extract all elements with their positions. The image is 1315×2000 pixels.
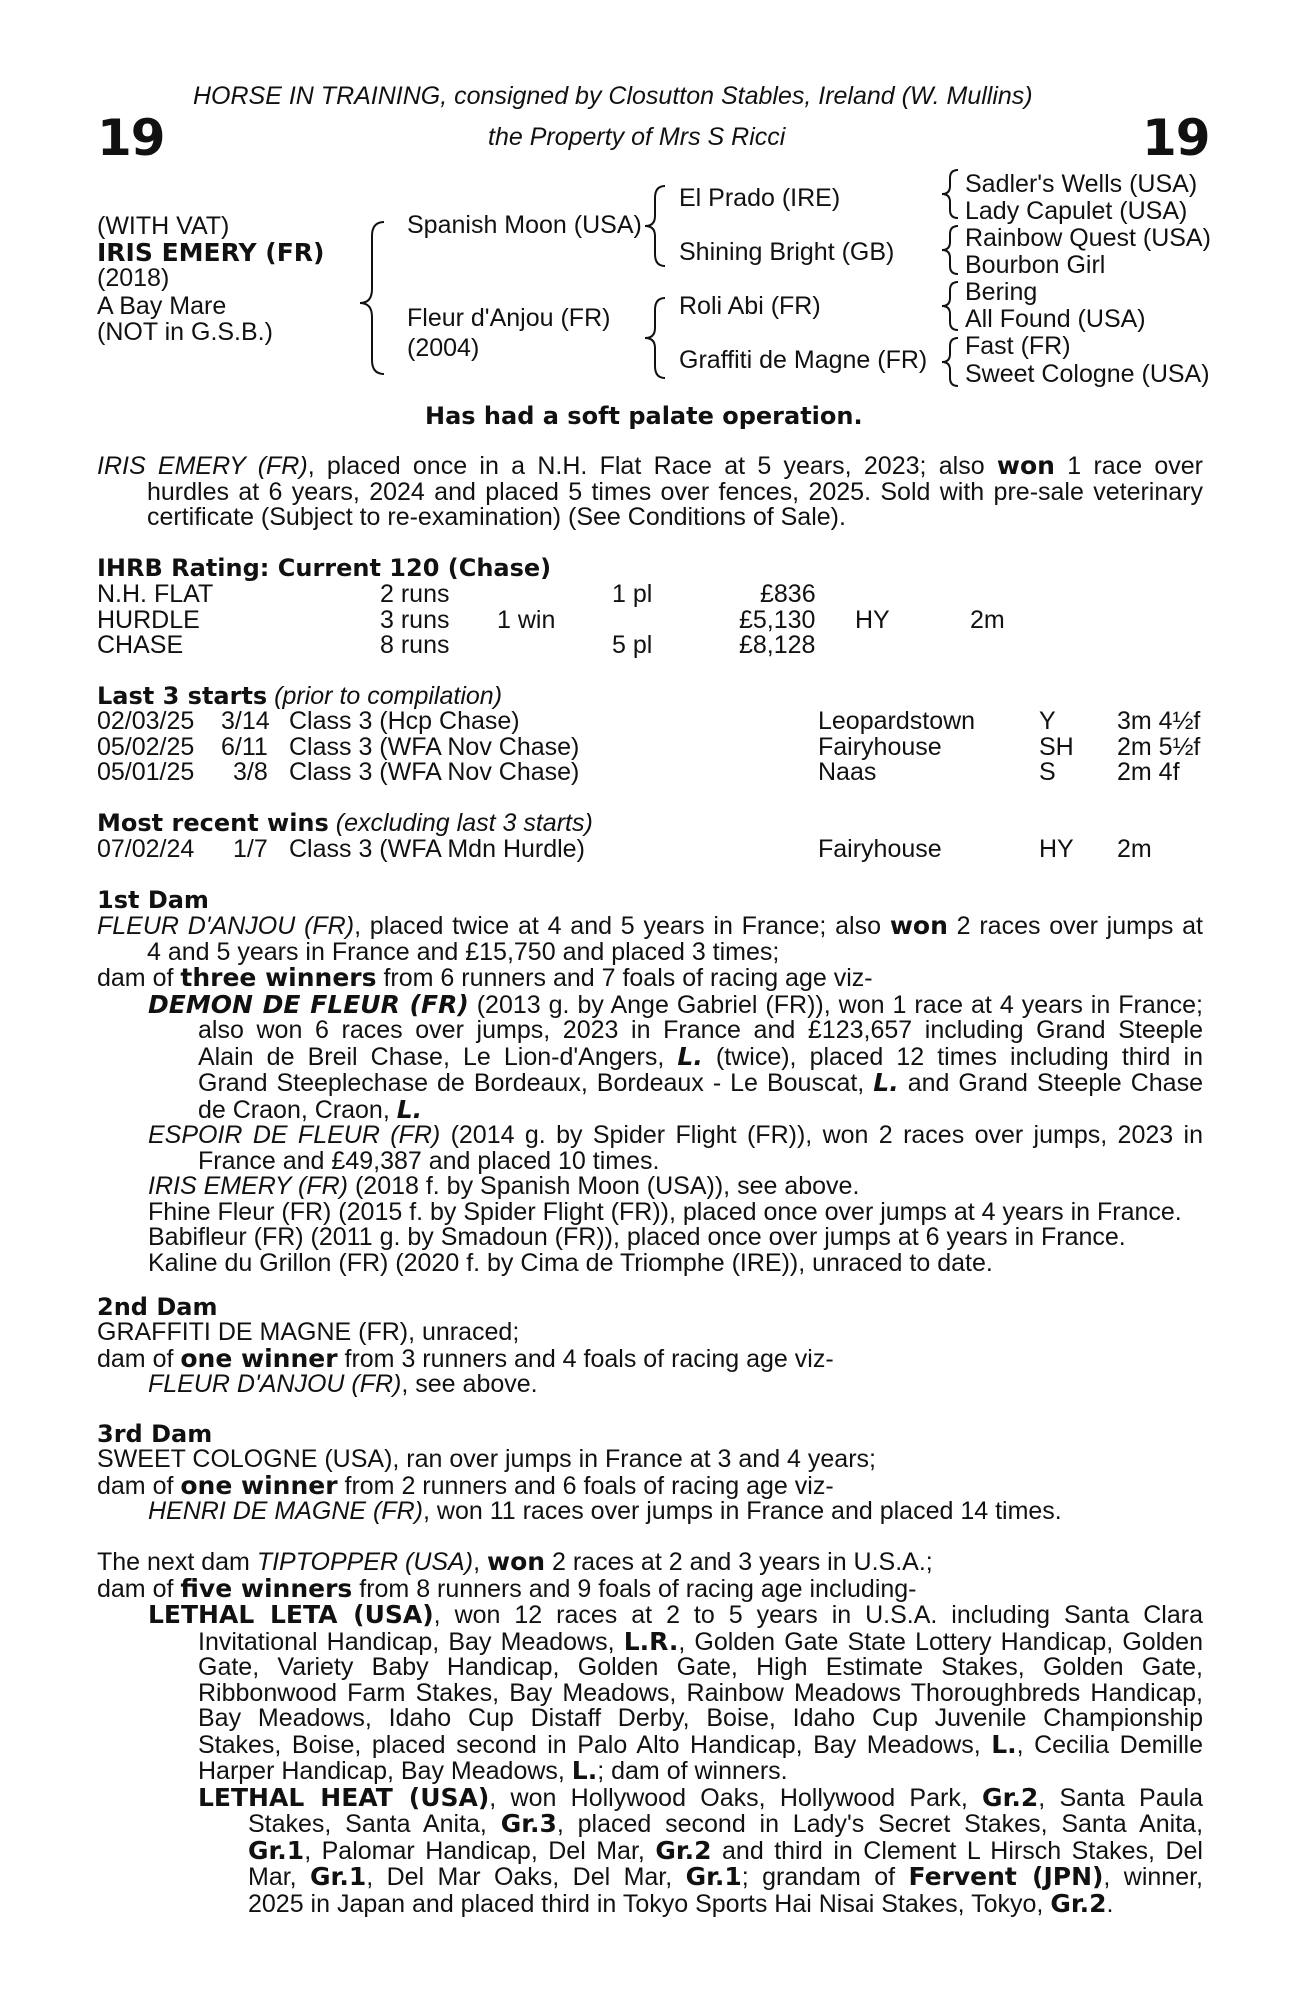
lot-number-left: 19	[97, 109, 165, 167]
dam-sire-dam: All Found (USA)	[965, 305, 1146, 333]
sire-sire-sire: Sadler's Wells (USA)	[965, 170, 1198, 198]
third-dam-heading: 3rd Dam	[97, 1420, 213, 1448]
dam-dam-dam: Sweet Cologne (USA)	[965, 360, 1210, 388]
horse-description: A Bay Mare	[97, 292, 227, 320]
list-item: ESPOIR DE FLEUR (FR) (2014 g. by Spider Flight (FR)), won 2 races over jumps, 2023 in France and £49,387 and placed 10 times.	[148, 1121, 1203, 1175]
next-dam-section: The next dam TIPTOPPER (USA), won 2 races at 2 and 3 years in U.S.A.; dam of five winners from 8 runners and 9 foals of racing age including- LETHAL LETA (USA), won 12 races at 2 to 5 years in U.S.A. including Santa Clara Invitational Handicap, Bay Meadows, L.R., Golden Gate State Lottery Handicap, Golden Gate, Variety Baby Handicap, Golden Gate, High Estimate Stakes, Golden Gate, Ribbonwood Farm Stakes, Bay Meadows, Rainbow Meadows Thoroughbreds Handicap, Bay Meadows, Idaho Cup Distaff Derby, Boise, Idaho Cup Juvenile Championship Stakes, Boise, placed second in Palo Alto Handicap, Bay Meadows, L., Cecilia Demille Harper Handicap, Bay Meadows, L.; dam of winners. LETHAL HEAT (USA), won Hollywood Oaks, Hollywood Park, Gr.2, Santa Paula Stakes, Santa Anita, Gr.3, placed second in Lady's Secret Stakes, Santa Anita, Gr.1, Palomar Handicap, Del Mar, Gr.2 and third in Clement L Hirsch Stakes, Del Mar, Gr.1, Del Mar Oaks, Del Mar, Gr.1; grandam of Fervent (JPN), winner, 2025 in Japan and placed third in Tokyo Sports Hai Nisai Stakes, Tokyo, Gr.2.	[97, 1547, 1204, 1918]
first-dam-section: FLEUR D'ANJOU (FR), placed twice at 4 and 5 years in France; also won 2 races over jumps at 4 and 5 years in France and £15,750 and placed 3 times; dam of three winners from 6 runners and 7 foals of racing age viz- DEMON DE FLEUR (FR) (2013 g. by Ange Gabriel (FR)), won 1 race at 4 years in France; also won 6 races over jumps, 2023 in France and £123,657 including Grand Steeple Alain de Breil Chase, Le Lion-d'Angers, L. (twice), placed 12 times including third in Grand Steeplechase de Bordeaux, Bordeaux - Le Bouscat, L. and Grand Steeple Chase de Craon, Craon, L. ESPOIR DE FLEUR (FR) (2014 g. by Spider Flight (FR)), won 2 races over jumps, 2023 in France and £49,387 and placed 10 times. IRIS EMERY (FR) (2018 f. by Spanish Moon (USA)), see above. Fhine Fleur (FR) (2015 f. by Spider Flight (FR)), placed once over jumps at 4 years in France. Babifleur (FR) (2011 g. by Smadoun (FR)), placed once over jumps at 6 years in France. Kaline du Grillon (FR) (2020 f. by Cima de Triomphe (IRE)), unraced to date.	[97, 911, 1204, 1277]
list-item: LETHAL HEAT (USA), won Hollywood Oaks, Hollywood Park, Gr.2, Santa Paula Stakes, Santa Anita, Gr.3, placed second in Lady's Secret Stakes, Santa Anita, Gr.1, Palomar Handicap, Del Mar, Gr.2 and third in Clement L Hirsch Stakes, Del Mar, Gr.1, Del Mar Oaks, Del Mar, Gr.1; grandam of Fervent (JPN), winner, 2025 in Japan and placed third in Tokyo Sports Hai Nisai Stakes, Tokyo, Gr.2.	[198, 1782, 1204, 1918]
horse-name: IRIS EMERY (FR)	[97, 238, 325, 267]
third-dam-section: SWEET COLOGNE (USA), ran over jumps in France at 3 and 4 years; dam of one winner from 2 runners and 6 foals of racing age viz- HENRI DE MAGNE (FR), won 11 races over jumps in France and placed 14 times.	[97, 1447, 1203, 1525]
summary: IRIS EMERY (FR), placed once in a N.H. Flat Race at 5 years, 2023; also won 1 race over hurdles at 6 years, 2024 and placed 5 times over fences, 2025. Sold with pre-sale veterinary certificate (Subject to re-examination) (See Conditions of Sale).	[97, 451, 1204, 531]
dam-sire: Roli Abi (FR)	[679, 292, 821, 320]
list-item: HENRI DE MAGNE (FR), won 11 races over jumps in France and placed 14 times.	[148, 1497, 1062, 1525]
dam-year: (2004)	[407, 334, 480, 362]
last3-heading: Last 3 starts (prior to compilation)	[97, 682, 503, 710]
list-item: Babifleur (FR) (2011 g. by Smadoun (FR)), placed once over jumps at 6 years in France.	[148, 1223, 1126, 1251]
dam-dam-sire: Fast (FR)	[965, 332, 1071, 360]
list-item: Fhine Fleur (FR) (2015 f. by Spider Flight (FR)), placed once over jumps at 4 years in France.	[148, 1197, 1182, 1226]
list-item: Kaline du Grillon (FR) (2020 f. by Cima de Triomphe (IRE)), unraced to date.	[148, 1248, 993, 1277]
second-dam-heading: 2nd Dam	[97, 1293, 218, 1321]
list-item: DEMON DE FLEUR (FR) (2013 g. by Ange Gabriel (FR)), won 1 race at 4 years in France; also won 6 races over jumps, 2023 in France and £123,657 including Grand Steeple Alain de Breil Chase, Le Lion-d'Angers, L. (twice), placed 12 times including third in Grand Steeplechase de Bordeaux, Bordeaux - Le Bouscat, L. and Grand Steeple Chase de Craon, Craon, L.	[148, 989, 1204, 1124]
summary-name: IRIS EMERY (FR)	[97, 452, 308, 480]
sire: Spanish Moon (USA)	[407, 211, 642, 239]
list-item: IRIS EMERY (FR) (2018 f. by Spanish Moon (USA)), see above.	[148, 1172, 860, 1200]
dam-sire-sire: Bering	[965, 278, 1038, 306]
vat-note: (WITH VAT)	[97, 212, 230, 240]
sire-dam-sire: Rainbow Quest (USA)	[965, 224, 1211, 252]
soft-palate-note: Has had a soft palate operation.	[425, 402, 863, 430]
sire-sire-dam: Lady Capulet (USA)	[965, 197, 1188, 225]
sire-dam-dam: Bourbon Girl	[965, 251, 1106, 279]
ihrb-rating: IHRB Rating: Current 120 (Chase)	[97, 554, 552, 582]
horse-year: (2018)	[97, 264, 170, 292]
header-property: the Property of Mrs S Ricci	[488, 123, 786, 151]
gsb-note: (NOT in G.S.B.)	[97, 318, 273, 346]
sire-sire: El Prado (IRE)	[679, 184, 841, 212]
list-item: FLEUR D'ANJOU (FR), see above.	[148, 1370, 538, 1398]
recent-wins-heading: Most recent wins (excluding last 3 starts)	[97, 809, 593, 837]
dam-dam: Graffiti de Magne (FR)	[679, 346, 928, 374]
second-dam-section: GRAFFITI DE MAGNE (FR), unraced; dam of one winner from 3 runners and 4 foals of racing age viz- FLEUR D'ANJOU (FR), see above.	[97, 1320, 1203, 1398]
list-item: LETHAL LETA (USA), won 12 races at 2 to 5 years in U.S.A. including Santa Clara Invitational Handicap, Bay Meadows, L.R., Golden Gate State Lottery Handicap, Golden Gate, Variety Baby Handicap, Golden Gate, High Estimate Stakes, Golden Gate, Ribbonwood Farm Stakes, Bay Meadows, Rainbow Meadows Thoroughbreds Handicap, Bay Meadows, Idaho Cup Distaff Derby, Boise, Idaho Cup Juvenile Championship Stakes, Boise, placed second in Palo Alto Handicap, Bay Meadows, L., Cecilia Demille Harper Handicap, Bay Meadows, L.; dam of winners. LETHAL HEAT (USA), won Hollywood Oaks, Hollywood Park, Gr.2, Santa Paula Stakes, Santa Anita, Gr.3, placed second in Lady's Secret Stakes, Santa Anita, Gr.1, Palomar Handicap, Del Mar, Gr.2 and third in Clement L Hirsch Stakes, Del Mar, Gr.1, Del Mar Oaks, Del Mar, Gr.1; grandam of Fervent (JPN), winner, 2025 in Japan and placed third in Tokyo Sports Hai Nisai Stakes, Tokyo, Gr.2.	[148, 1600, 1204, 1918]
header-consignor: HORSE IN TRAINING, consigned by Closutton Stables, Ireland (W. Mullins)	[193, 82, 1033, 110]
lot-number-right: 19	[1142, 109, 1210, 167]
first-dam-heading: 1st Dam	[97, 886, 209, 914]
dam: Fleur d'Anjou (FR)	[407, 304, 611, 332]
sire-dam: Shining Bright (GB)	[679, 238, 895, 266]
